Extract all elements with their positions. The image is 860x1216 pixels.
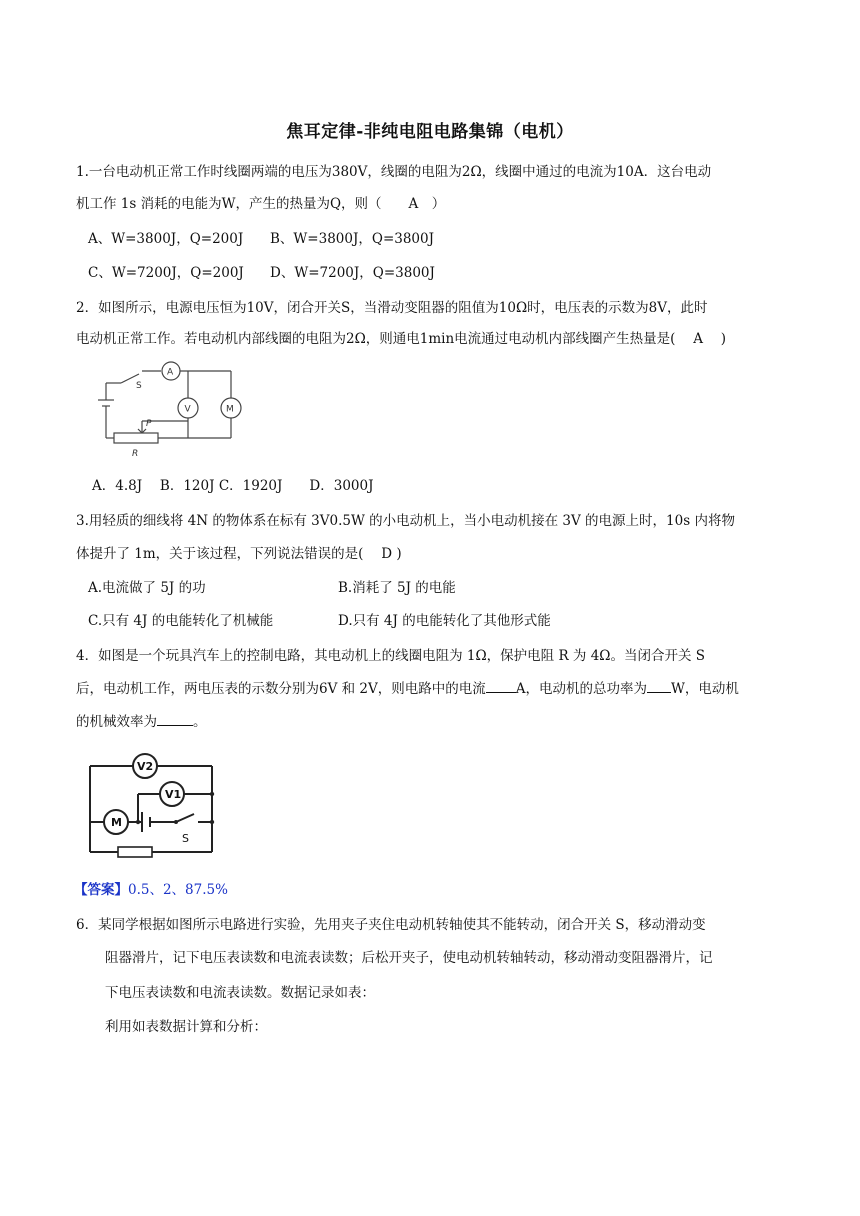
q4-fig-label-v1: V1 <box>165 788 182 801</box>
q4-stem-line1: 4．如图是一个玩具汽车上的控制电路，其电动机上的线圈电阻为 1Ω，保护电阻 R 为 4Ω。当闭合开关 S <box>76 648 706 664</box>
q6-stem-line4: 利用如表数据计算和分析： <box>105 1019 267 1035</box>
q4-stem-text: 的机械效率为 <box>76 714 157 730</box>
q1-option-d: D、W=7200J，Q=3800J <box>270 265 435 281</box>
q4-blank-efficiency <box>157 713 193 726</box>
q1-stem-line2: 机工作 1s 消耗的电能为W，产生的热量为Q，则（ A ） <box>76 196 446 212</box>
q1-option-b: B、W=3800J，Q=3800J <box>270 231 435 247</box>
q2-fig-label-a: A <box>167 367 174 378</box>
q3-stem-line2: 体提升了 1m，关于该过程，下列说法错误的是( D ) <box>76 546 402 562</box>
q1-stem-line1: 1.一台电动机正常工作时线圈两端的电压为380V，线圈的电阻为2Ω，线圈中通过的电流为10A．这台电动 <box>76 164 712 180</box>
q3-stem-line1: 3.用轻质的细线将 4N 的物体系在标有 3V0.5W 的小电动机上，当小电动机接在 3V 的电源上时，10s 内将物 <box>76 513 735 529</box>
q4-circuit-diagram <box>82 748 222 862</box>
q4-stem-line3 <box>76 710 207 730</box>
q2-options: A．4.8J B．120J C．1920J D．3000J <box>92 478 374 494</box>
q4-fig-label-m: M <box>111 816 122 829</box>
q4-blank-current <box>486 680 516 693</box>
answer-text: 0.5、2、87.5% <box>128 882 228 898</box>
q6-stem-line2: 阻器滑片，记下电压表读数和电流表读数；后松开夹子，使电动机转轴转动，移动滑动变阻器滑片，记 <box>105 950 713 966</box>
q4-stem-text: 后，电动机工作，两电压表的示数分别为6V 和 2V，则电路中的电流 <box>76 681 486 697</box>
q2-fig-label-m: M <box>226 404 234 415</box>
q4-fig-label-v2: V2 <box>137 760 154 773</box>
q4-stem-text: A，电动机的总功率为 <box>515 681 648 697</box>
q2-fig-label-r: R <box>132 449 139 459</box>
q3-option-d: D.只有 4J 的电能转化了其他形式能 <box>338 613 551 629</box>
q2-stem-line1: 2．如图所示，电源电压恒为10V，闭合开关S，当滑动变阻器的阻值为10Ω时，电压表的示数为8V，此时 <box>76 300 708 316</box>
q2-fig-label-v: V <box>184 404 191 415</box>
q2-circuit-diagram <box>96 356 256 462</box>
q4-stem-line2 <box>76 677 739 697</box>
q3-option-c: C.只有 4J 的电能转化了机械能 <box>88 613 274 629</box>
q6-stem-line1: 6．某同学根据如图所示电路进行实验，先用夹子夹住电动机转轴使其不能转动，闭合开关 S，移动滑动变 <box>76 917 706 933</box>
q2-stem-line2: 电动机正常工作。若电动机内部线圈的电阻为2Ω，则通电1min电流通过电动机内部线圈产生热量是( A ) <box>76 331 727 347</box>
q2-fig-label-p: P <box>146 419 152 429</box>
q2-fig-label-s: S <box>136 381 142 391</box>
q4-answer <box>74 878 228 898</box>
q1-option-a: A、W=3800J，Q=200J <box>88 231 244 247</box>
q4-stem-text: 。 <box>193 714 207 730</box>
q4-blank-power <box>647 680 671 693</box>
q3-option-b: B.消耗了 5J 的电能 <box>338 580 456 596</box>
q6-stem-line3: 下电压表读数和电流表读数。数据记录如表： <box>105 985 375 1001</box>
answer-tag: 【答案】 <box>74 882 128 898</box>
page-title: 焦耳定律-非纯电阻电路集锦（电机） <box>286 122 574 142</box>
q3-option-a: A.电流做了 5J 的功 <box>88 580 206 596</box>
q4-fig-label-s: S <box>182 832 189 845</box>
q1-option-c: C、W=7200J，Q=200J <box>88 265 244 281</box>
q4-stem-text: W，电动机 <box>671 681 739 697</box>
